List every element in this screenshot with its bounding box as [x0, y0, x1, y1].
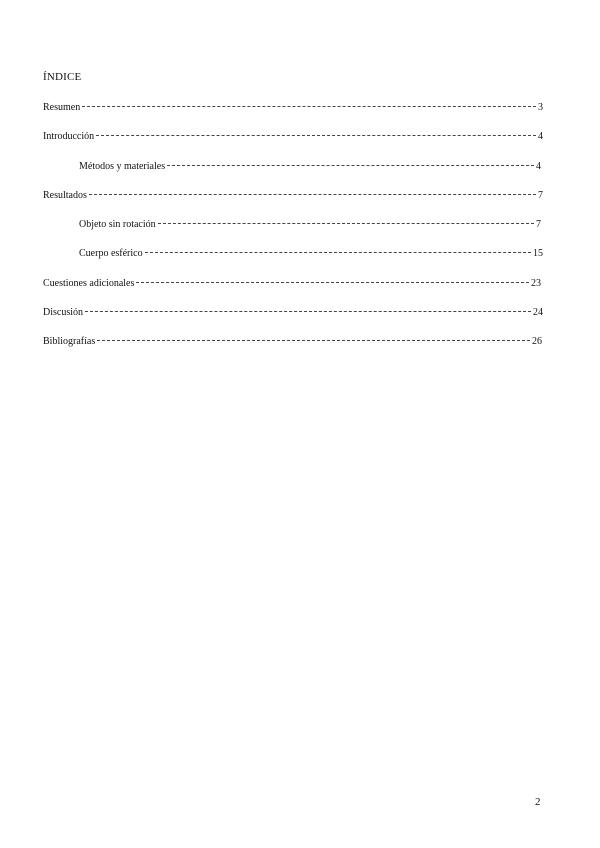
toc-entry-page: 24 [533, 307, 543, 318]
toc-entry-page: 7 [536, 219, 541, 230]
toc-entry-introduccion[interactable] [43, 130, 543, 144]
toc-entry-label: Introducción [43, 131, 95, 142]
toc-entry-label: Cuerpo esférico [79, 248, 143, 259]
toc-entry-cuestiones-adicionales[interactable] [43, 277, 541, 291]
toc-leader [158, 223, 534, 224]
toc-leader [96, 135, 536, 136]
toc-entry-label: Resultados [43, 190, 87, 201]
toc-entry-label: Objeto sin rotación [79, 219, 156, 230]
toc-entry-label: Métodos y materiales [79, 161, 166, 172]
toc-entry-objeto-sin-rotacion[interactable] [79, 218, 541, 232]
toc-entry-page: 23 [531, 278, 541, 289]
toc-leader [85, 311, 531, 312]
toc-entry-discusion[interactable] [43, 306, 543, 320]
toc-entry-metodos-y-materiales[interactable] [79, 160, 541, 174]
toc-entry-label: Discusión [43, 307, 83, 318]
toc-leader [89, 194, 536, 195]
page-number: 2 [535, 796, 541, 808]
toc-entry-page: 4 [538, 131, 543, 142]
toc-leader [82, 106, 536, 107]
toc-leader [167, 165, 534, 166]
toc-entry-page: 15 [533, 248, 543, 259]
toc-entry-resumen[interactable] [43, 101, 543, 115]
toc-entry-label: Bibliografías [43, 336, 96, 347]
toc-leader [136, 282, 529, 283]
toc-entry-label: Cuestiones adicionales [43, 278, 135, 289]
toc-entry-page: 3 [538, 102, 543, 113]
toc-entry-label: Resumen [43, 102, 81, 113]
toc-heading: ÍNDICE [43, 71, 82, 83]
toc-leader [145, 252, 531, 253]
toc-entry-cuerpo-esferico[interactable] [79, 247, 543, 261]
toc-entry-page: 4 [536, 161, 541, 172]
toc-entry-bibliografias[interactable] [43, 335, 542, 349]
toc-leader [97, 340, 530, 341]
toc-entry-resultados[interactable] [43, 189, 543, 203]
toc-entry-page: 7 [538, 190, 543, 201]
toc-entry-page: 26 [532, 336, 542, 347]
